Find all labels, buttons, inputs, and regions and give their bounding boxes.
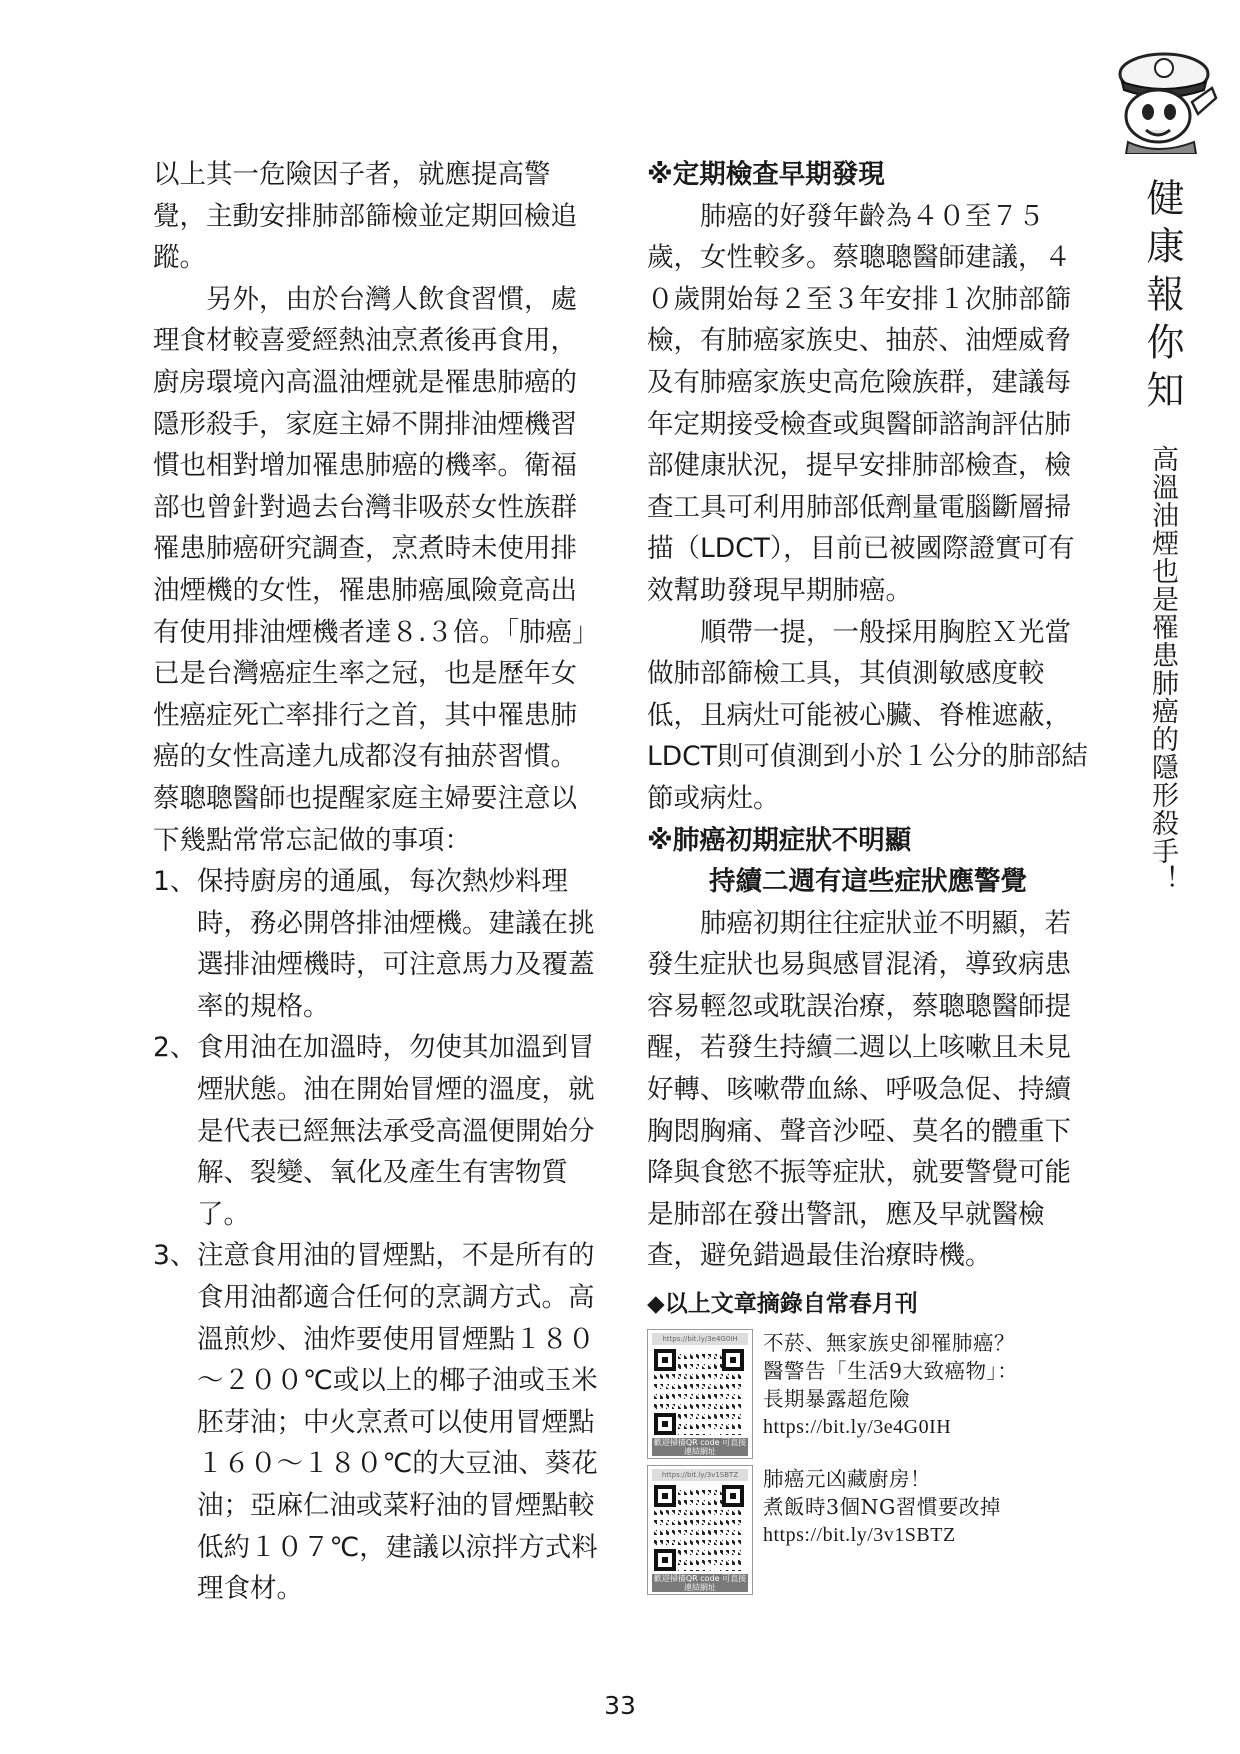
paragraph: 以上其一危險因子者，就應提高警覺，主動安排肺部篩檢並定期回檢追蹤。 — [153, 159, 577, 274]
section-heading: ※肺癌初期症狀不明顯 — [647, 824, 912, 856]
qr-note: 歡迎掃描QR code 可直接連結網址 — [653, 1574, 747, 1593]
paragraph: 另外，由於台灣人飲食習慣，處理食材較喜愛經熱油烹煮後再食用，廚房環境內高溫油煙就是罹患肺癌的隱形殺手，家庭主婦不開排油煙機習慣也相對增加罹患肺癌的機率。衛福部也曾針對過去台灣非吸菸女性族群罹患肺癌研究調查，烹煮時未使用排油煙機的女性，罹患肺癌風險竟高出有使用排油煙機者達８.３倍。「肺癌」已是台灣癌症生率之冠，也是歷年女性癌症死亡率排行之首，其中罹患肺癌的女性高達九成都沒有抽菸習慣。蔡聰聰醫師也提醒家庭主婦要注意以下幾點常常忘記做的事項： — [153, 283, 599, 856]
link-title-line: 醫警告「生活9大致癌物」： — [763, 1359, 1019, 1384]
list-item-number: 2、 — [153, 1032, 197, 1064]
qr-pattern — [654, 1485, 744, 1571]
link-url[interactable]: https://bit.ly/3e4G0IH — [763, 1416, 952, 1439]
list-item-text: 注意食用油的冒煙點，不是所有的食用油都適合任何的烹調方式。高溫煎炒、油炸要使用冒煙點１８０～２００℃或以上的椰子油或玉米胚芽油；中火烹煮可以使用冒煙點１６０～１８０℃的大豆油、葵花油；亞麻仁油或菜籽油的冒煙點較低約１０７℃，建議以涼拌方式料理食材。 — [197, 1240, 598, 1605]
qr-url-strip: https://bit.ly/3e4G0IH — [652, 1333, 748, 1345]
article-title: 高溫油煙也是罹患肺癌的隱形殺手！ — [1147, 445, 1178, 893]
page-number: 33 — [604, 1691, 636, 1720]
list-item — [153, 1027, 599, 1235]
list-item — [153, 861, 599, 1027]
list-item — [153, 1235, 599, 1609]
link-title-line: 肺癌元凶藏廚房！ — [763, 1467, 931, 1492]
paragraph: 順帶一提，一般採用胸腔Ｘ光當做肺部篩檢工具，其偵測敏感度較低，且病灶可能被心臟、脊椎遮蔽，LDCT則可偵測到小於１公分的肺部結節或病灶。 — [647, 616, 1088, 814]
list-item-number: 3、 — [153, 1240, 197, 1272]
list-item-number: 1、 — [153, 866, 197, 898]
link-title-line: 長期暴露超危險 — [763, 1387, 910, 1412]
list-item-text: 保持廚房的通風，每次熱炒料理時，務必開啓排油煙機。建議在挑選排油煙機時，可注意馬力及覆蓋率的規格。 — [197, 866, 595, 1022]
qr-link-block — [647, 1465, 1089, 1595]
section-subheading: 持續二週有這些症狀應警覺 — [709, 866, 1027, 898]
link-title-line: 不菸、無家族史卻罹肺癌？ — [763, 1331, 1015, 1356]
section-heading: ※定期檢查早期發現 — [647, 159, 885, 190]
qr-code[interactable] — [647, 1329, 753, 1459]
qr-note: 歡迎掃描QR code 可直接連結網址 — [653, 1438, 747, 1457]
qr-caption — [763, 1329, 1018, 1441]
paragraph: 肺癌的好發年齡為４０至７５歲，女性較多。蔡聰聰醫師建議，４０歲開始每２至３年安排１次肺部篩檢，有肺癌家族史、抽菸、油煙威脅及有肺癌家族史高危險族群，建議每年定期接受檢查或與醫師諮詢評估肺部健康狀況，提早安排肺部檢查，檢查工具可利用肺部低劑量電腦斷層掃描（LDCT），目前已被國際證實可有效幫助發現早期肺癌。 — [647, 200, 1075, 606]
qr-link-block — [647, 1329, 1089, 1459]
qr-caption — [763, 1465, 1001, 1549]
qr-code[interactable] — [647, 1465, 753, 1595]
link-url[interactable]: https://bit.ly/3v1SBTZ — [763, 1524, 956, 1547]
section-title: 健康報你知 — [1140, 178, 1184, 418]
link-title-line: 煮飯時3個NG習慣要改掉 — [763, 1495, 1001, 1520]
left-column — [153, 154, 599, 1610]
qr-url-strip: https://bit.ly/3v1SBTZ — [652, 1469, 748, 1481]
list-item-text: 食用油在加溫時，勿使其加溫到冒煙狀態。油在開始冒煙的溫度，就是代表已經無法承受高溫便開始分解、裂變、氧化及產生有害物質了。 — [197, 1032, 595, 1230]
qr-pattern — [654, 1349, 744, 1435]
source-note: ◆以上文章摘錄自常春月刊 — [647, 1290, 918, 1318]
right-column — [647, 154, 1089, 1595]
police-mascot-icon — [1108, 44, 1220, 154]
paragraph: 肺癌初期往往症狀並不明顯，若發生症狀也易與感冒混淆，導致病患容易輕忽或耽誤治療，蔡聰聰醫師提醒，若發生持續二週以上咳嗽且未見好轉、咳嗽帶血絲、呼吸急促、持續胸悶胸痛、聲音沙啞、莫名的體重下降與食慾不振等症狀，就要警覺可能是肺部在發出警訊，應及早就醫檢查，避免錯過最佳治療時機。 — [647, 907, 1071, 1272]
